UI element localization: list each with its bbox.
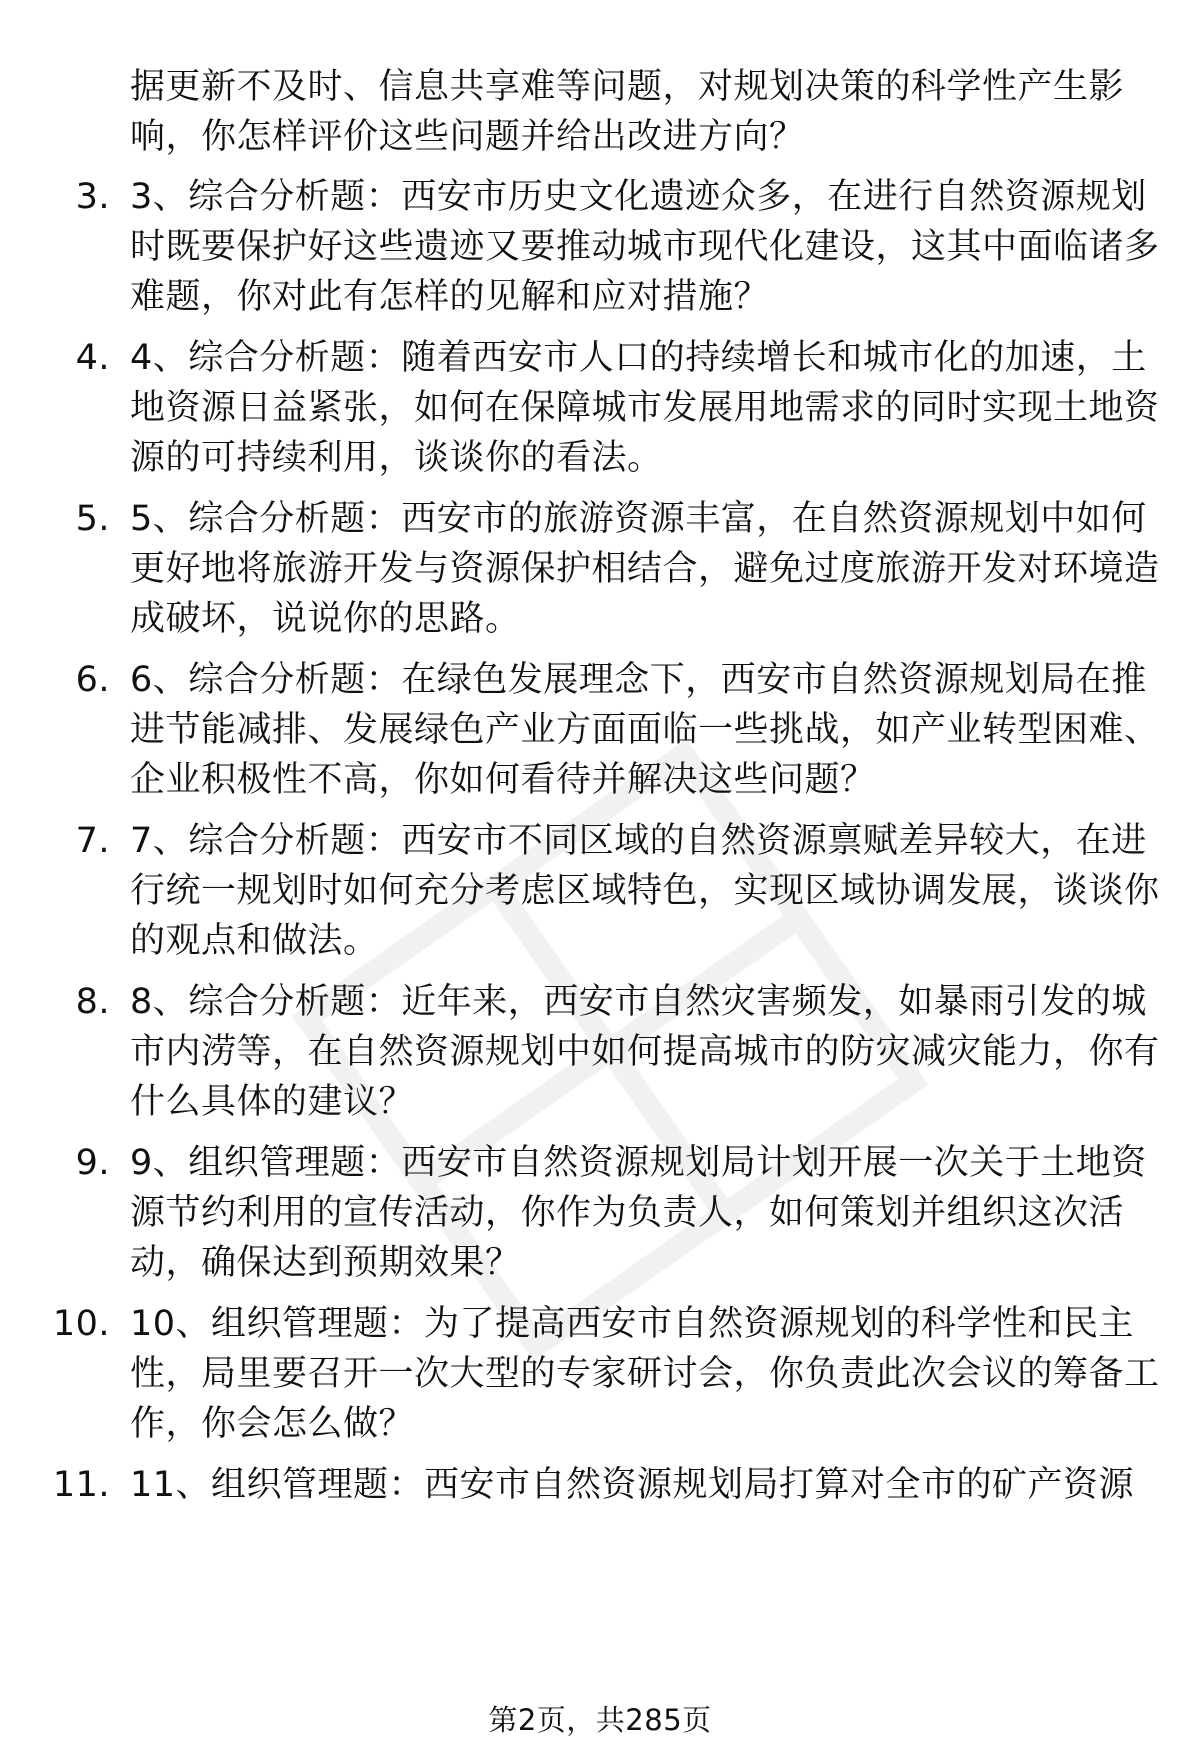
question-text: 7、综合分析题：西安市不同区域的自然资源禀赋差异较大，在进行统一规划时如何充分考虑区域特色，实现区域协调发展，谈谈你的观点和做法。 — [130, 821, 1160, 961]
question-number: 8. — [75, 982, 110, 1022]
question-number: 11. — [52, 1465, 110, 1505]
question-text: 11、组织管理题：西安市自然资源规划局打算对全市的矿产资源 — [130, 1465, 1135, 1505]
question-text: 8、综合分析题：近年来，西安市自然灾害频发，如暴雨引发的城市内涝等，在自然资源规划中如何提高城市的防灾减灾能力，你有什么具体的建议？ — [130, 982, 1160, 1122]
question-number: 5. — [75, 499, 110, 539]
page-number-footer: 第2页，共285页 — [488, 1703, 712, 1737]
question-text: 6、综合分析题：在绿色发展理念下，西安市自然资源规划局在推进节能减排、发展绿色产业方面面临一些挑战，如产业转型困难、企业积极性不高，你如何看待并解决这些问题？ — [130, 660, 1160, 800]
question-number: 3. — [75, 177, 110, 217]
question-text: 10、组织管理题：为了提高西安市自然资源规划的科学性和民主性，局里要召开一次大型的专家研讨会，你负责此次会议的筹备工作，你会怎么做？ — [130, 1304, 1160, 1444]
question-number: 9. — [75, 1143, 110, 1183]
question-text: 4、综合分析题：随着西安市人口的持续增长和城市化的加速，土地资源日益紧张，如何在保障城市发展用地需求的同时实现土地资源的可持续利用，谈谈你的看法。 — [130, 338, 1160, 478]
question-number: 6. — [75, 660, 110, 700]
question-number: 4. — [75, 338, 110, 378]
question-text: 9、组织管理题：西安市自然资源规划局计划开展一次关于土地资源节约利用的宣传活动，你作为负责人，如何策划并组织这次活动，确保达到预期效果？ — [130, 1143, 1147, 1283]
intro-continuation-text: 据更新不及时、信息共享难等问题，对规划决策的科学性产生影响，你怎样评价这些问题并给出改进方向？ — [130, 67, 1125, 157]
question-text: 3、综合分析题：西安市历史文化遗迹众多，在进行自然资源规划时既要保护好这些遗迹又要推动城市现代化建设，这其中面临诸多难题，你对此有怎样的见解和应对措施？ — [130, 177, 1160, 317]
question-text: 5、综合分析题：西安市的旅游资源丰富，在自然资源规划中如何更好地将旅游开发与资源保护相结合，避免过度旅游开发对环境造成破坏，说说你的思路。 — [130, 499, 1160, 639]
question-number: 10. — [52, 1304, 110, 1344]
question-number: 7. — [75, 821, 110, 861]
